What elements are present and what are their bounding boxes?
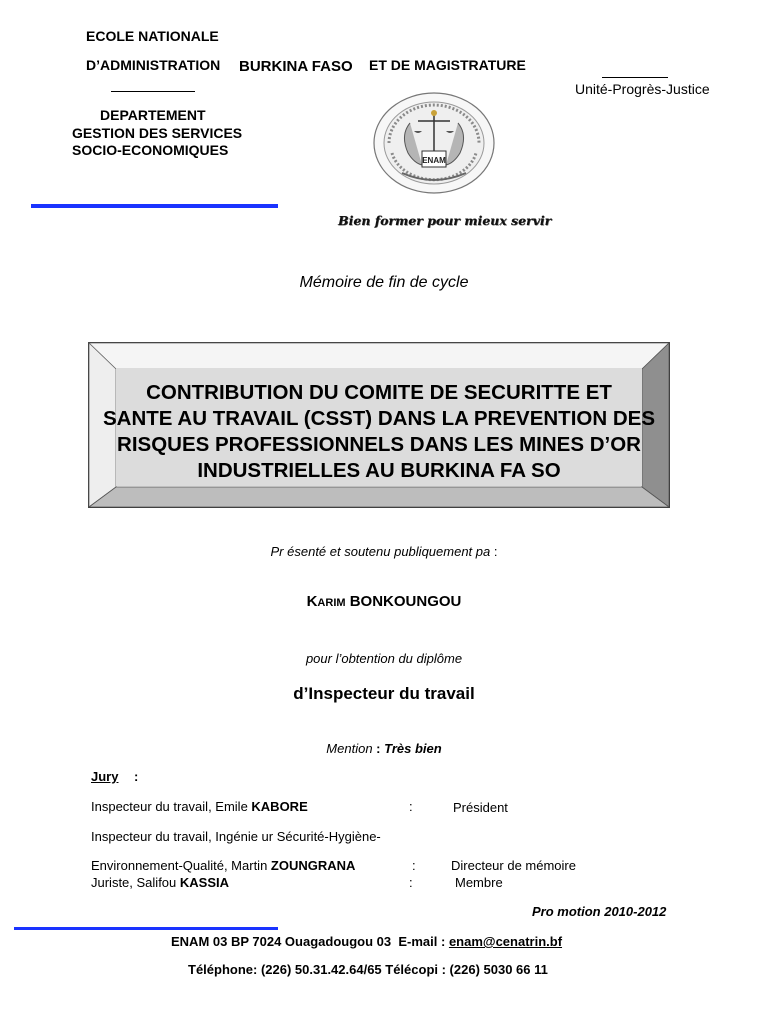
logo-motto: Bien former pour mieux servir xyxy=(338,213,552,228)
header-blue-rule xyxy=(31,204,278,208)
jury-member-4-sep: : xyxy=(409,875,413,890)
department-line2: GESTION DES SERVICES xyxy=(72,125,243,141)
mention xyxy=(0,741,768,756)
jury-member-3 xyxy=(91,858,355,873)
document-type: Mémoire de fin de cycle xyxy=(299,274,469,291)
jury-colon: : xyxy=(134,769,139,784)
mention-value: Très bien xyxy=(384,741,442,756)
mention-label: Mention xyxy=(326,741,373,756)
presented-by xyxy=(0,544,768,559)
title-frame xyxy=(88,342,670,508)
footer-email-link[interactable]: enam@cenatrin.bf xyxy=(448,934,563,949)
author-first-name: Karim xyxy=(306,593,346,610)
author-name xyxy=(0,593,768,610)
title-line4: INDUSTRIELLES AU BURKINA FA SO xyxy=(197,459,561,482)
jury-member-3-name: ZOUNGRANA xyxy=(270,858,356,873)
department-line3: SOCIO-ECONOMIQUES xyxy=(72,142,229,158)
jury-member-1 xyxy=(91,799,308,814)
footer-address-line xyxy=(171,934,562,949)
header-underline-left xyxy=(111,91,195,92)
school-name-line1: ECOLE NATIONALE xyxy=(86,28,219,44)
promotion: Pro motion 2010-2012 xyxy=(532,904,667,919)
svg-text:ENAM: ENAM xyxy=(422,156,446,165)
jury-member-3-sep: : xyxy=(412,858,416,873)
school-logo xyxy=(372,91,496,195)
jury-member-1-name: KABORE xyxy=(251,799,308,814)
jury-label: Jury xyxy=(91,769,119,784)
diploma-label: pour l’obtention du diplôme xyxy=(305,651,463,666)
department-line1: DEPARTEMENT xyxy=(100,107,206,123)
title-line2: SANTE AU TRAVAIL (CSST) DANS LA PREVENTION DES xyxy=(102,407,655,430)
diploma-name: d’Inspecteur du travail xyxy=(293,684,475,703)
jury-member-1-sep: : xyxy=(409,799,413,814)
mention-colon: : xyxy=(376,741,381,756)
school-name-line2b: ET DE MAGISTRATURE xyxy=(369,57,526,73)
header-underline-right xyxy=(602,77,668,78)
jury-member-4-prefix: Juriste, Salifou xyxy=(91,875,180,890)
country-name: BURKINA FASO xyxy=(239,58,353,75)
jury-member-4 xyxy=(91,875,229,890)
jury-member-4-role: Membre xyxy=(455,875,503,890)
school-name-line2a: D’ADMINISTRATION xyxy=(86,57,221,73)
presented-by-colon: : xyxy=(493,544,498,559)
jury-member-1-prefix: Inspecteur du travail, Emile xyxy=(91,799,252,814)
jury-member-3-prefix: Environnement-Qualité, Martin xyxy=(91,858,271,873)
jury-member-3-role: Directeur de mémoire xyxy=(451,858,576,873)
footer-blue-rule xyxy=(14,927,278,930)
author-last-name: BONKOUNGOU xyxy=(349,593,462,610)
presented-by-label: Pr ésenté et soutenu publiquement pa xyxy=(270,544,491,559)
title-line3: RISQUES PROFESSIONNELS DANS LES MINES D’OR xyxy=(117,433,641,456)
title-line1: CONTRIBUTION DU COMITE DE SECURITTE ET xyxy=(146,381,612,404)
national-motto: Unité-Progrès-Justice xyxy=(575,81,710,97)
footer-phone: Téléphone: (226) 50.31.42.64/65 Télécopi : (226) 5030 66 11 xyxy=(188,962,548,977)
footer-address: ENAM 03 BP 7024 Ouagadougou 03 xyxy=(171,934,392,949)
jury-member-4-name: KASSIA xyxy=(179,875,229,890)
jury-member-2-line: Inspecteur du travail, Ingénie ur Sécurité-Hygiène- xyxy=(91,829,381,844)
footer-email-label: E-mail : xyxy=(398,934,446,949)
jury-member-1-role: Président xyxy=(453,800,508,815)
